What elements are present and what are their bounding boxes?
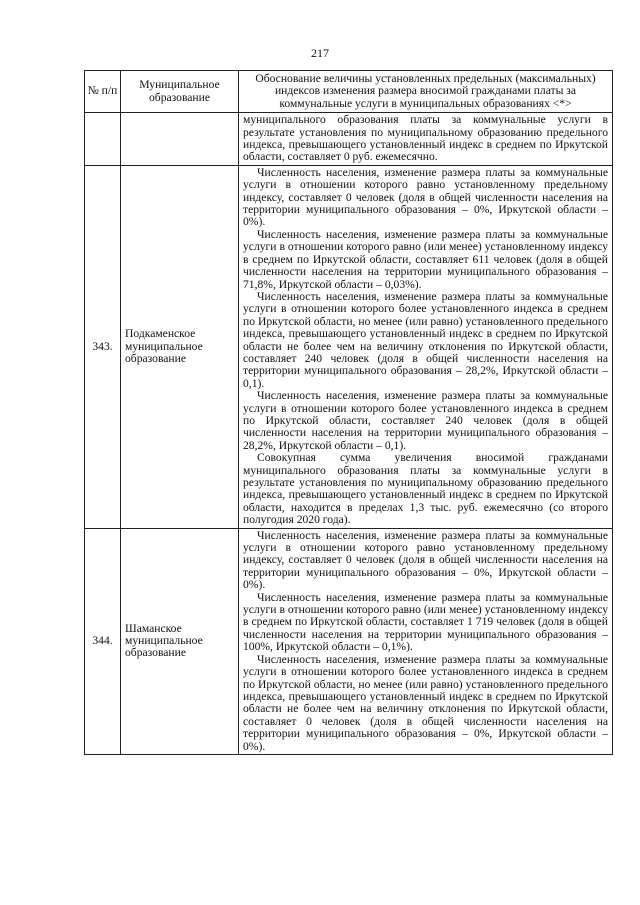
row-number: 344. <box>85 528 121 754</box>
indices-table <box>84 70 613 755</box>
justification-paragraph: Численность населения, изменение размера платы за коммунальные услуги в отношении которого равно установленному предельному индексу, составляет 0 человек (доля в общей численности населения на территории муниципального образования – 0%, Иркутской области – 0%). <box>243 165 608 229</box>
justification-paragraph: Численность населения, изменение размера платы за коммунальные услуги в отношении которого более установленного индекса в среднем по Иркутской области, составляет 240 человек (доля в общей численности населения на территории муниципального образования – 28,2%, Иркутской области – 0,1). <box>243 389 608 452</box>
table-row <box>85 528 613 754</box>
justification-paragraph: Численность населения, изменение размера платы за коммунальные услуги в отношении которого равно (или менее) установленному индексу в среднем по Иркутской области, составляет 1 719 человек (доля в общей численности населения на территории муниципального образования – 100%, Иркутской области – 0,1%). <box>243 590 608 654</box>
header-number: № п/п <box>85 71 121 113</box>
row-justification <box>239 165 613 528</box>
row-municipality <box>121 113 239 166</box>
justification-paragraph: Численность населения, изменение размера платы за коммунальные услуги в отношении которого равно (или менее) установленному индексу в среднем по Иркутской области, составляет 611 человек (доля в общей численности населения на территории муниципального образования – 71,8%, Иркутской области – 0,03%). <box>243 227 608 291</box>
table-row-continuation <box>85 113 613 166</box>
row-justification <box>239 113 613 166</box>
table-row <box>85 165 613 528</box>
justification-paragraph: Совокупная сумма увеличения вносимой гражданами муниципального образования платы за коммунальные услуги в результате установления по муниципальному образованию предельного индекса, превышающего установленный индекс в среднем по Иркутской области, находится в пределах 1,3 тыс. руб. ежемесячно (со второго полугодия 2020 года). <box>243 451 608 527</box>
row-number: 343. <box>85 165 121 528</box>
justification-paragraph: муниципального образования платы за коммунальные услуги в результате установления по муниципальному образованию предельного индекса, превышающего установленный индекс в среднем по Иркутской области, составляет 0 руб. ежемесячно. <box>243 113 608 164</box>
table-header-row <box>85 71 613 113</box>
row-justification <box>239 528 613 754</box>
justification-paragraph: Численность населения, изменение размера платы за коммунальные услуги в отношении которого более установленного индекса в среднем по Иркутской области, но менее (или равно) установленного предельного индекса, превышающего установленный индекс в среднем по Иркутской области не более чем на величину отклонения по Иркутской области, составляет 240 человек (доля в общей численности населения на территории муниципального образования – 28,2%, Иркутской области – 0,1). <box>243 289 608 390</box>
row-municipality: Подкаменское муниципальное образование <box>121 165 239 528</box>
row-number <box>85 113 121 166</box>
justification-paragraph: Численность населения, изменение размера платы за коммунальные услуги в отношении которого равно установленному предельному индексу, составляет 0 человек (доля в общей численности населения на территории муниципального образования – 0%, Иркутской области – 0%). <box>243 528 608 592</box>
header-justification: Обоснование величины установленных предельных (максимальных) индексов изменения размера вносимой гражданами платы за коммунальные услуги в муниципальных образованиях <*> <box>239 71 613 113</box>
page-number: 217 <box>311 46 329 60</box>
justification-paragraph: Численность населения, изменение размера платы за коммунальные услуги в отношении которого более установленного индекса в среднем по Иркутской области, но менее (или равно) установленного предельного индекса, превышающего установленный индекс в среднем по Иркутской области не более чем на величину отклонения по Иркутской области, составляет 0 человек (доля в общей численности населения на территории муниципального образования – 0%, Иркутской области – 0%). <box>243 652 608 753</box>
header-municipality: Муниципальное образование <box>121 71 239 113</box>
row-municipality: Шаманское муниципальное образование <box>121 528 239 754</box>
